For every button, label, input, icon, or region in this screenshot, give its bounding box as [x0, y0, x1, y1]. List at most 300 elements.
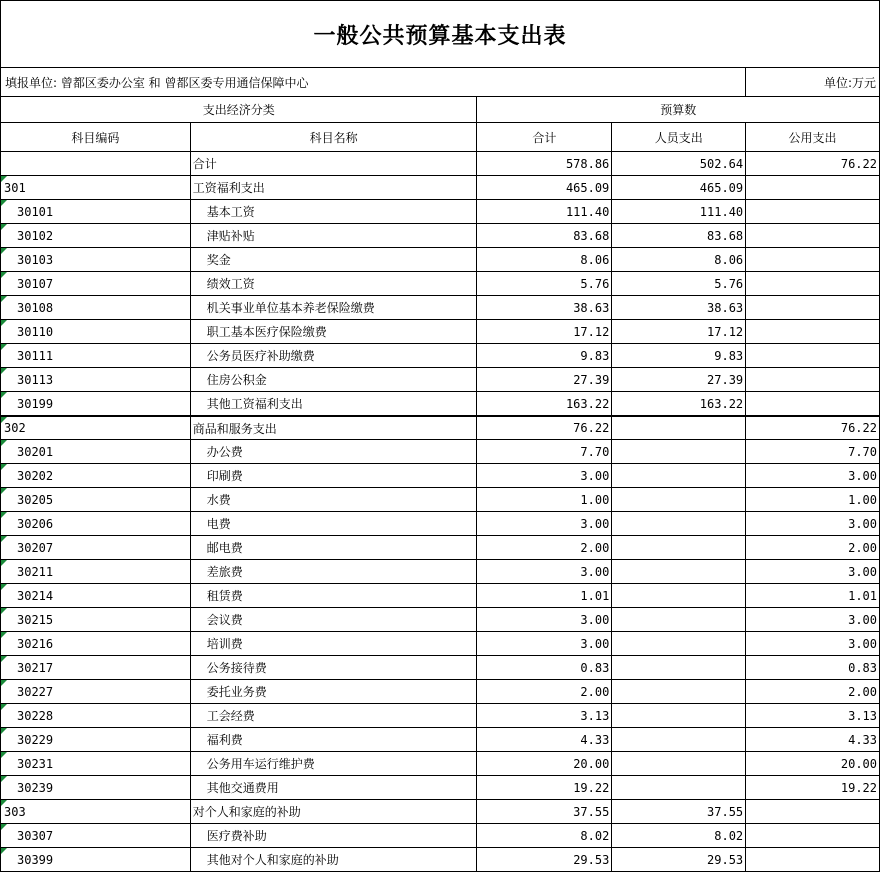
cell-name-text: 印刷费 [206, 469, 243, 483]
cell-name[interactable] [191, 176, 478, 199]
cell-comment-marker-icon [1, 680, 7, 686]
cell-total[interactable] [477, 320, 612, 343]
cell-personnel-text: 29.53 [707, 852, 744, 867]
cell-personnel[interactable] [612, 272, 746, 295]
cell-name[interactable] [191, 488, 478, 511]
cell-total[interactable] [477, 776, 612, 799]
cell-name-text: 其他对个人和家庭的补助 [206, 853, 339, 867]
cell-code[interactable] [1, 704, 191, 727]
table-row [1, 680, 880, 704]
cell-public-text: 3.00 [848, 516, 877, 531]
header-total: 合计 [477, 123, 612, 151]
table-row [1, 704, 880, 728]
cell-total-text: 8.02 [580, 828, 610, 843]
cell-comment-marker-icon [1, 440, 7, 446]
cell-personnel[interactable] [612, 656, 746, 679]
cell-public[interactable] [746, 512, 880, 535]
cell-public-text: 2.00 [848, 684, 877, 699]
cell-comment-marker-icon [1, 488, 7, 494]
cell-personnel[interactable] [612, 248, 746, 271]
cell-total[interactable] [477, 296, 612, 319]
cell-name-text: 邮电费 [206, 541, 243, 555]
cell-total-text: 5.76 [580, 276, 610, 291]
cell-name[interactable] [191, 608, 478, 631]
cell-public[interactable] [746, 272, 880, 295]
cell-personnel[interactable] [612, 824, 746, 847]
cell-personnel[interactable] [612, 464, 746, 487]
cell-public[interactable] [746, 176, 880, 199]
cell-public[interactable] [746, 392, 880, 415]
cell-name[interactable] [191, 848, 478, 871]
cell-public[interactable] [746, 368, 880, 391]
cell-code-text: 30307 [17, 828, 54, 843]
header-name: 科目名称 [191, 123, 478, 151]
cell-public-text: 4.33 [848, 732, 877, 747]
cell-personnel[interactable] [612, 608, 746, 631]
cell-code[interactable] [1, 224, 191, 247]
cell-personnel[interactable] [612, 417, 746, 439]
cell-personnel-text: 9.83 [714, 348, 744, 363]
cell-comment-marker-icon [1, 608, 7, 614]
cell-name[interactable] [191, 464, 478, 487]
cell-public[interactable] [746, 800, 880, 823]
cell-name-text: 公务员医疗补助缴费 [206, 349, 315, 363]
cell-name-text: 公务用车运行维护费 [206, 757, 315, 771]
cell-total-text: 27.39 [573, 372, 610, 387]
cell-comment-marker-icon [1, 728, 7, 734]
cell-total-text: 3.00 [580, 636, 610, 651]
cell-comment-marker-icon [1, 224, 7, 230]
cell-code[interactable] [1, 800, 191, 823]
cell-public-text: 1.01 [848, 588, 877, 603]
cell-public[interactable] [746, 320, 880, 343]
cell-public[interactable] [746, 417, 880, 439]
cell-comment-marker-icon [1, 248, 7, 254]
header-code: 科目编码 [1, 123, 191, 151]
cell-code[interactable] [1, 152, 191, 175]
table-row [1, 176, 880, 200]
cell-comment-marker-icon [1, 368, 7, 374]
cell-personnel[interactable] [612, 800, 746, 823]
currency-unit: 单位:万元 [746, 68, 880, 96]
cell-public[interactable] [746, 632, 880, 655]
cell-name-text: 培训费 [206, 637, 243, 651]
cell-name[interactable] [191, 656, 478, 679]
cell-comment-marker-icon [1, 656, 7, 662]
table-title: 一般公共预算基本支出表 [1, 1, 880, 68]
cell-personnel[interactable] [612, 704, 746, 727]
cell-name-text: 对个人和家庭的补助 [192, 805, 301, 819]
cell-code[interactable] [1, 584, 191, 607]
cell-personnel-text: 27.39 [707, 372, 744, 387]
cell-personnel-text: 38.63 [707, 300, 744, 315]
cell-code-text: 30103 [17, 252, 54, 267]
cell-personnel[interactable] [612, 488, 746, 511]
cell-comment-marker-icon [1, 704, 7, 710]
cell-code[interactable] [1, 560, 191, 583]
cell-total[interactable] [477, 656, 612, 679]
cell-name-text: 其他交通费用 [206, 781, 279, 795]
cell-name[interactable] [191, 272, 478, 295]
cell-total-text: 1.00 [580, 492, 610, 507]
cell-name[interactable] [191, 728, 478, 751]
cell-personnel-text: 502.64 [699, 156, 744, 171]
cell-name-text: 其他工资福利支出 [206, 397, 303, 411]
cell-personnel[interactable] [612, 752, 746, 775]
cell-total[interactable] [477, 440, 612, 463]
cell-personnel-text: 163.22 [699, 396, 744, 411]
cell-total[interactable] [477, 608, 612, 631]
cell-personnel-text: 8.02 [714, 828, 744, 843]
header-personnel: 人员支出 [612, 123, 746, 151]
cell-personnel[interactable] [612, 320, 746, 343]
cell-personnel[interactable] [612, 176, 746, 199]
cell-total-text: 76.22 [573, 421, 610, 435]
cell-public-text: 1.00 [848, 492, 877, 507]
cell-total-text: 0.83 [580, 660, 610, 675]
cell-personnel[interactable] [612, 296, 746, 319]
cell-total[interactable] [477, 512, 612, 535]
cell-code[interactable] [1, 512, 191, 535]
table-row [1, 416, 880, 440]
cell-total-text: 17.12 [573, 324, 610, 339]
cell-name[interactable] [191, 512, 478, 535]
cell-public-text: 3.00 [848, 564, 877, 579]
header-public: 公用支出 [746, 123, 880, 151]
cell-total[interactable] [477, 176, 612, 199]
cell-code[interactable] [1, 440, 191, 463]
cell-code[interactable] [1, 680, 191, 703]
table-row [1, 848, 880, 872]
cell-code-text: 30217 [17, 660, 54, 675]
cell-public[interactable] [746, 464, 880, 487]
cell-public[interactable] [746, 344, 880, 367]
cell-personnel[interactable] [612, 728, 746, 751]
table-row [1, 752, 880, 776]
cell-public[interactable] [746, 776, 880, 799]
cell-name[interactable] [191, 200, 478, 223]
cell-name-text: 福利费 [206, 733, 243, 747]
table-row [1, 488, 880, 512]
cell-code[interactable] [1, 417, 191, 439]
cell-code-text: 30101 [17, 204, 54, 219]
cell-code[interactable] [1, 392, 191, 415]
cell-public[interactable] [746, 440, 880, 463]
cell-name-text: 工资福利支出 [192, 181, 265, 195]
cell-total-text: 20.00 [573, 756, 610, 771]
cell-personnel[interactable] [612, 344, 746, 367]
cell-public-text: 76.22 [840, 156, 877, 171]
cell-code-text: 30229 [17, 732, 54, 747]
cell-code[interactable] [1, 272, 191, 295]
header-row-2 [1, 123, 880, 152]
cell-public[interactable] [746, 536, 880, 559]
cell-name[interactable] [191, 776, 478, 799]
cell-code-text: 303 [4, 804, 26, 819]
unit-info-row [1, 68, 880, 97]
cell-total[interactable] [477, 224, 612, 247]
cell-code-text: 302 [4, 421, 26, 435]
cell-comment-marker-icon [1, 176, 7, 182]
cell-code[interactable] [1, 752, 191, 775]
table-row [1, 512, 880, 536]
cell-name[interactable] [191, 752, 478, 775]
cell-comment-marker-icon [1, 536, 7, 542]
cell-public[interactable] [746, 728, 880, 751]
cell-name[interactable] [191, 248, 478, 271]
cell-personnel[interactable] [612, 536, 746, 559]
cell-name[interactable] [191, 560, 478, 583]
cell-comment-marker-icon [1, 776, 7, 782]
cell-total[interactable] [477, 584, 612, 607]
cell-total[interactable] [477, 368, 612, 391]
cell-code-text: 30214 [17, 588, 54, 603]
cell-total-text: 3.00 [580, 468, 610, 483]
table-body [1, 152, 880, 872]
cell-personnel[interactable] [612, 200, 746, 223]
cell-code-text: 30399 [17, 852, 54, 867]
cell-public-text: 20.00 [840, 756, 877, 771]
cell-personnel[interactable] [612, 152, 746, 175]
cell-code[interactable] [1, 464, 191, 487]
cell-code[interactable] [1, 344, 191, 367]
cell-public[interactable] [746, 152, 880, 175]
cell-name[interactable] [191, 368, 478, 391]
cell-total[interactable] [477, 560, 612, 583]
cell-personnel[interactable] [612, 440, 746, 463]
cell-total[interactable] [477, 848, 612, 871]
cell-personnel-text: 37.55 [707, 804, 744, 819]
cell-name[interactable] [191, 800, 478, 823]
cell-public[interactable] [746, 704, 880, 727]
cell-total-text: 38.63 [573, 300, 610, 315]
cell-total[interactable] [477, 680, 612, 703]
table-row [1, 296, 880, 320]
cell-name[interactable] [191, 680, 478, 703]
cell-total[interactable] [477, 824, 612, 847]
cell-personnel[interactable] [612, 584, 746, 607]
table-row [1, 320, 880, 344]
cell-name[interactable] [191, 417, 478, 439]
table-row [1, 800, 880, 824]
cell-code[interactable] [1, 608, 191, 631]
cell-total-text: 1.01 [580, 588, 610, 603]
cell-code-text: 30231 [17, 756, 54, 771]
cell-name[interactable] [191, 296, 478, 319]
cell-personnel[interactable] [612, 368, 746, 391]
cell-comment-marker-icon [1, 200, 7, 206]
cell-code-text: 30227 [17, 684, 54, 699]
cell-code-text: 30110 [17, 324, 54, 339]
cell-total-text: 83.68 [573, 228, 610, 243]
cell-name[interactable] [191, 320, 478, 343]
cell-code-text: 30215 [17, 612, 54, 627]
cell-personnel[interactable] [612, 680, 746, 703]
table-row [1, 728, 880, 752]
cell-code[interactable] [1, 248, 191, 271]
cell-public[interactable] [746, 200, 880, 223]
table-row [1, 560, 880, 584]
cell-name[interactable] [191, 536, 478, 559]
cell-total-text: 111.40 [565, 204, 610, 219]
cell-code[interactable] [1, 200, 191, 223]
cell-code[interactable] [1, 488, 191, 511]
cell-personnel[interactable] [612, 776, 746, 799]
cell-total[interactable] [477, 632, 612, 655]
header-classification: 支出经济分类 [1, 97, 477, 122]
cell-name-text: 津贴补贴 [206, 229, 255, 243]
cell-name-text: 合计 [192, 157, 217, 171]
cell-public-text: 3.13 [848, 708, 877, 723]
cell-public-text: 19.22 [840, 780, 877, 795]
cell-code-text: 30211 [17, 564, 54, 579]
cell-code[interactable] [1, 176, 191, 199]
cell-comment-marker-icon [1, 417, 7, 423]
cell-total[interactable] [477, 248, 612, 271]
cell-personnel[interactable] [612, 392, 746, 415]
cell-code-text: 30205 [17, 492, 54, 507]
cell-name-text: 委托业务费 [206, 685, 267, 699]
cell-name[interactable] [191, 392, 478, 415]
cell-code[interactable] [1, 368, 191, 391]
cell-comment-marker-icon [1, 752, 7, 758]
cell-code-text: 30107 [17, 276, 54, 291]
cell-name-text: 租赁费 [206, 589, 243, 603]
cell-total-text: 3.00 [580, 612, 610, 627]
cell-code[interactable] [1, 632, 191, 655]
cell-total[interactable] [477, 752, 612, 775]
cell-total[interactable] [477, 704, 612, 727]
cell-comment-marker-icon [1, 320, 7, 326]
cell-public[interactable] [746, 752, 880, 775]
cell-public[interactable] [746, 824, 880, 847]
table-row [1, 152, 880, 176]
table-row [1, 344, 880, 368]
cell-total-text: 29.53 [573, 852, 610, 867]
cell-total-text: 9.83 [580, 348, 610, 363]
cell-total-text: 8.06 [580, 252, 610, 267]
cell-name-text: 差旅费 [206, 565, 243, 579]
cell-comment-marker-icon [1, 584, 7, 590]
cell-name[interactable] [191, 584, 478, 607]
cell-code[interactable] [1, 848, 191, 871]
cell-public[interactable] [746, 584, 880, 607]
cell-total[interactable] [477, 392, 612, 415]
cell-total[interactable] [477, 728, 612, 751]
cell-public[interactable] [746, 680, 880, 703]
cell-name[interactable] [191, 824, 478, 847]
cell-public[interactable] [746, 848, 880, 871]
cell-code[interactable] [1, 536, 191, 559]
table-row [1, 248, 880, 272]
cell-code-text: 30108 [17, 300, 54, 315]
cell-code[interactable] [1, 320, 191, 343]
cell-total-text: 37.55 [573, 804, 610, 819]
cell-total-text: 2.00 [580, 540, 610, 555]
cell-code-text: 30207 [17, 540, 54, 555]
cell-personnel[interactable] [612, 848, 746, 871]
cell-code[interactable] [1, 656, 191, 679]
cell-public-text: 3.00 [848, 468, 877, 483]
cell-total[interactable] [477, 464, 612, 487]
cell-public-text: 0.83 [848, 660, 877, 675]
cell-name-text: 职工基本医疗保险缴费 [206, 325, 327, 339]
cell-code[interactable] [1, 824, 191, 847]
cell-comment-marker-icon [1, 632, 7, 638]
table-row [1, 824, 880, 848]
table-row [1, 368, 880, 392]
table-row [1, 224, 880, 248]
cell-total[interactable] [477, 344, 612, 367]
cell-personnel[interactable] [612, 224, 746, 247]
cell-public[interactable] [746, 248, 880, 271]
cell-total[interactable] [477, 488, 612, 511]
cell-total-text: 19.22 [573, 780, 610, 795]
cell-personnel-text: 17.12 [707, 324, 744, 339]
table-row [1, 632, 880, 656]
cell-personnel[interactable] [612, 560, 746, 583]
cell-name[interactable] [191, 632, 478, 655]
cell-public[interactable] [746, 488, 880, 511]
cell-code[interactable] [1, 728, 191, 751]
cell-code[interactable] [1, 776, 191, 799]
cell-name[interactable] [191, 224, 478, 247]
cell-code-text: 30206 [17, 516, 54, 531]
cell-total-text: 7.70 [580, 444, 610, 459]
cell-personnel[interactable] [612, 632, 746, 655]
cell-public-text: 3.00 [848, 612, 877, 627]
cell-total[interactable] [477, 417, 612, 439]
cell-total[interactable] [477, 152, 612, 175]
cell-total[interactable] [477, 536, 612, 559]
cell-comment-marker-icon [1, 296, 7, 302]
cell-total[interactable] [477, 200, 612, 223]
cell-public[interactable] [746, 296, 880, 319]
cell-total[interactable] [477, 800, 612, 823]
cell-code-text: 30228 [17, 708, 54, 723]
cell-code-text: 30216 [17, 636, 54, 651]
cell-public[interactable] [746, 560, 880, 583]
cell-name[interactable] [191, 344, 478, 367]
cell-public[interactable] [746, 608, 880, 631]
cell-comment-marker-icon [1, 272, 7, 278]
cell-comment-marker-icon [1, 392, 7, 398]
cell-public-text: 76.22 [840, 421, 877, 435]
table-row [1, 776, 880, 800]
cell-name-text: 公务接待费 [206, 661, 267, 675]
cell-total-text: 578.86 [565, 156, 610, 171]
cell-code-text: 30239 [17, 780, 54, 795]
table-row [1, 392, 880, 416]
cell-code-text: 30202 [17, 468, 54, 483]
cell-total[interactable] [477, 272, 612, 295]
cell-name-text: 会议费 [206, 613, 243, 627]
cell-public[interactable] [746, 656, 880, 679]
table-row [1, 440, 880, 464]
cell-name[interactable] [191, 152, 478, 175]
cell-total-text: 3.00 [580, 564, 610, 579]
cell-comment-marker-icon [1, 848, 7, 854]
cell-personnel-text: 111.40 [699, 204, 744, 219]
cell-personnel[interactable] [612, 512, 746, 535]
cell-name[interactable] [191, 704, 478, 727]
cell-name-text: 医疗费补助 [206, 829, 267, 843]
cell-code[interactable] [1, 296, 191, 319]
cell-public[interactable] [746, 224, 880, 247]
cell-name[interactable] [191, 440, 478, 463]
cell-name-text: 基本工资 [206, 205, 255, 219]
header-budget: 预算数 [477, 97, 880, 122]
